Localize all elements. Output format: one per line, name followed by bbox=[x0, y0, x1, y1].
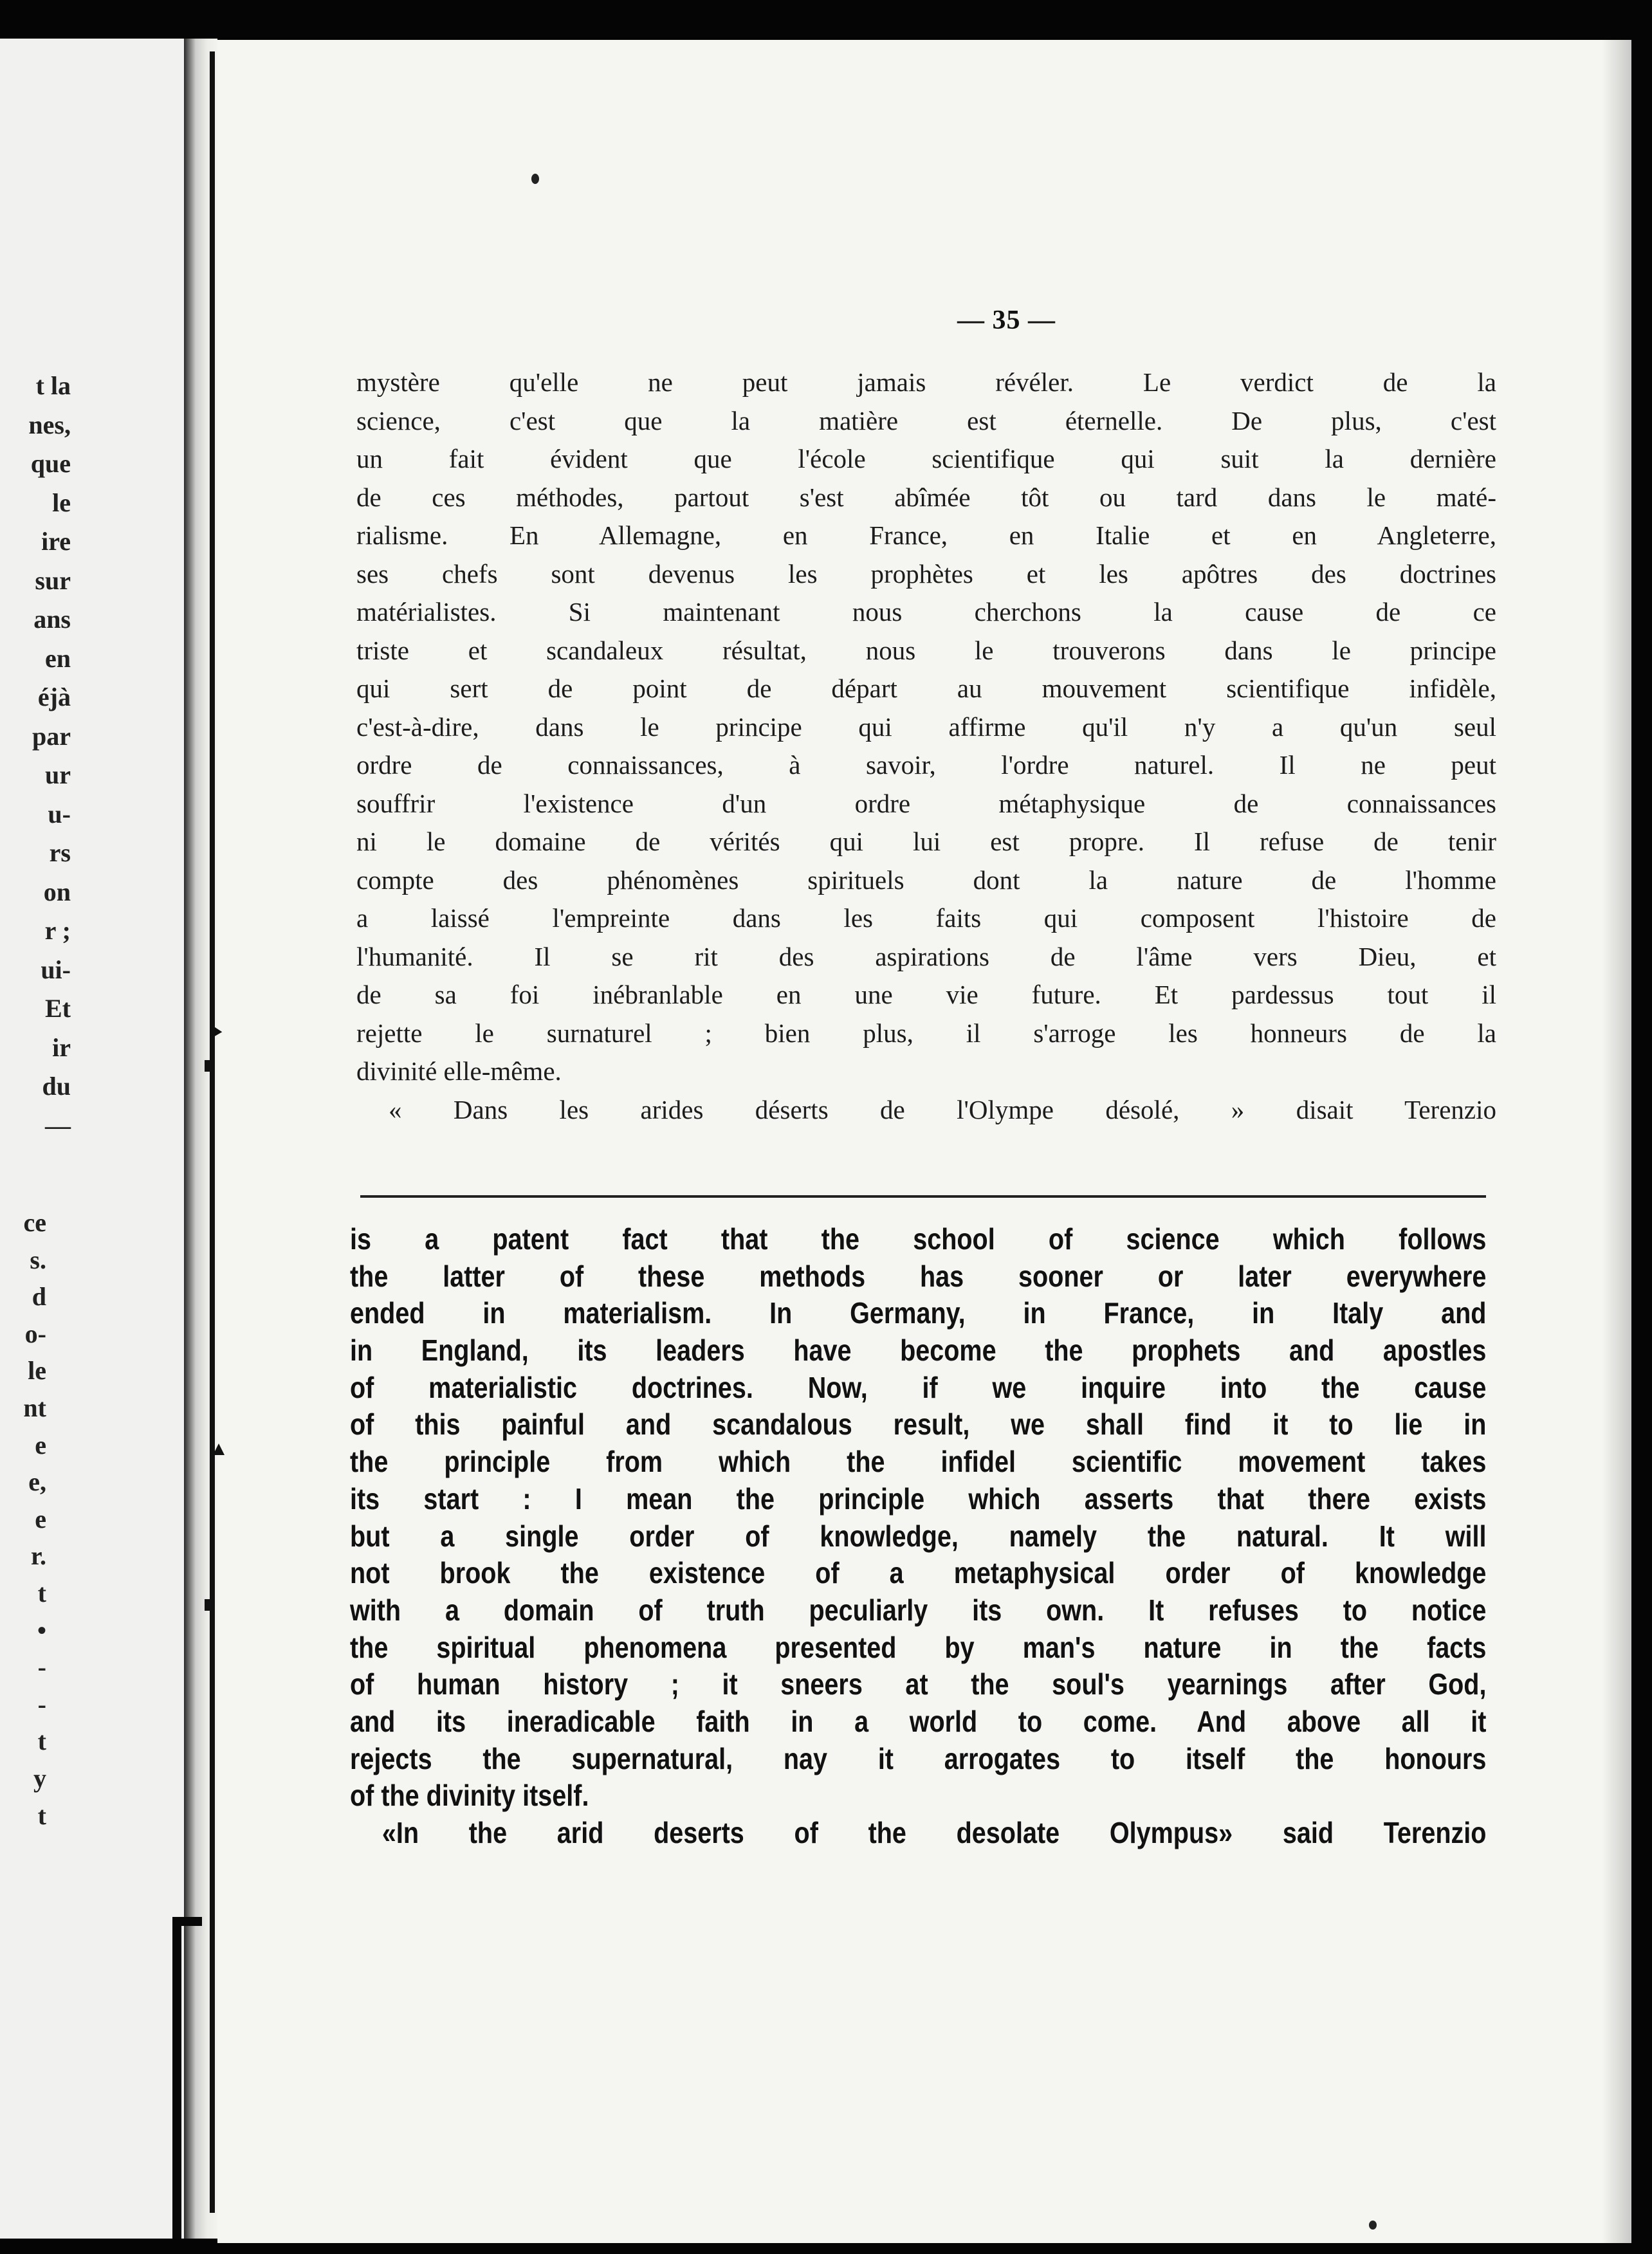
fragment-line: ir bbox=[52, 1032, 71, 1062]
fragment-line: ur bbox=[45, 760, 71, 789]
fragment-line: - bbox=[37, 1653, 46, 1682]
french-line: ni le domaine de vérités qui lui est propre. Il refuse de tenir bbox=[356, 827, 1496, 856]
fragment-line: par bbox=[32, 721, 71, 751]
french-line: de sa foi inébranlable en une vie future. Et pardessus tout il bbox=[356, 980, 1496, 1009]
french-line: l'humanité. Il se rit des aspirations de l'âme vers Dieu, et bbox=[356, 941, 1496, 971]
fragment-line: nt bbox=[23, 1393, 46, 1422]
previous-page-edge bbox=[0, 39, 193, 2239]
english-line: with a domain of truth peculiarly its own. It refuses to notice bbox=[350, 1593, 1487, 1627]
french-line: mystère qu'elle ne peut jamais révéler. Le verdict de la bbox=[356, 367, 1496, 397]
fragment-line: en bbox=[45, 643, 71, 673]
page-edge-shadow bbox=[1602, 40, 1631, 2243]
english-line: but a single order of knowledge, namely the natural. It will bbox=[350, 1519, 1487, 1553]
fragment-line: s. bbox=[30, 1245, 46, 1274]
english-line: «In the arid deserts of the desolate Olympus» said Terenzio bbox=[381, 1816, 1487, 1849]
english-line: of the divinity itself. bbox=[350, 1779, 589, 1813]
fragment-line: e bbox=[35, 1430, 46, 1460]
fragment-line: u- bbox=[48, 799, 71, 829]
previous-page-text-fragments bbox=[0, 367, 71, 1145]
separator-rule bbox=[360, 1195, 1486, 1198]
ink-speck bbox=[1369, 2221, 1377, 2230]
fragment-line: ui- bbox=[41, 955, 71, 984]
english-line: the principle from which the infidel scientific movement takes bbox=[350, 1445, 1487, 1479]
fragment-line: le bbox=[52, 488, 71, 517]
english-text-wrapper bbox=[350, 1221, 1652, 1852]
fragment-line: ire bbox=[41, 527, 71, 556]
fragment-line: t la bbox=[35, 371, 71, 400]
french-line: science, c'est que la matière est éternelle. De plus, c'est bbox=[356, 405, 1496, 435]
fragment-line: e bbox=[35, 1504, 46, 1534]
spine-mark bbox=[205, 1599, 215, 1611]
english-line: of this painful and scandalous result, we shall find it to lie in bbox=[350, 1407, 1487, 1442]
french-line: ordre de connaissances, à savoir, l'ordre naturel. Il ne peut bbox=[356, 750, 1496, 780]
french-line: de ces méthodes, partout s'est abîmée tôt ou tard dans le maté- bbox=[356, 482, 1496, 512]
arrow-mark-icon bbox=[213, 1443, 225, 1455]
french-line: a laissé l'empreinte dans les faits qui composent l'histoire de bbox=[356, 903, 1496, 933]
fragment-line: e, bbox=[28, 1467, 46, 1497]
fragment-line: • bbox=[37, 1615, 46, 1645]
french-line: c'est-à-dire, dans le principe qui affirme qu'il n'y a qu'un seul bbox=[356, 711, 1496, 742]
fragment-line: Et bbox=[45, 994, 71, 1023]
english-line: ended in materialism. In Germany, in France, in Italy and bbox=[350, 1296, 1487, 1330]
english-line: is a patent fact that the school of science which follows bbox=[350, 1222, 1487, 1256]
english-line: and its ineradicable faith in a world to come. And above all it bbox=[350, 1704, 1487, 1738]
french-line: « Dans les arides déserts de l'Olympe désolé, » disait Terenzio bbox=[389, 1094, 1496, 1124]
page-number: — 35 — bbox=[957, 306, 1056, 335]
french-line: rialisme. En Allemagne, en France, en Italie et en Angleterre, bbox=[356, 520, 1496, 550]
spine-line bbox=[210, 51, 215, 2213]
fragment-line: on bbox=[43, 877, 71, 906]
french-line: matérialistes. Si maintenant nous cherchons la cause de ce bbox=[356, 597, 1496, 627]
english-line: the spiritual phenomena presented by man's nature in the facts bbox=[350, 1630, 1487, 1664]
french-text-block bbox=[356, 363, 1496, 1129]
french-line: souffrir l'existence d'un ordre métaphysique de connaissances bbox=[356, 788, 1496, 818]
fragment-line: o- bbox=[24, 1319, 46, 1348]
french-line: ses chefs sont devenus les prophètes et les apôtres des doctrines bbox=[356, 558, 1496, 589]
fragment-line: d bbox=[32, 1282, 46, 1312]
english-line: rejects the supernatural, nay it arrogates to itself the honours bbox=[350, 1741, 1487, 1775]
english-line: its start : I mean the principle which asserts that there exists bbox=[350, 1481, 1487, 1516]
spine-mark bbox=[205, 1060, 215, 1072]
fragment-line: du bbox=[42, 1072, 71, 1101]
fragment-line: r. bbox=[30, 1541, 46, 1571]
ink-speck bbox=[531, 174, 539, 184]
french-line: compte des phénomènes spirituels dont la nature de l'homme bbox=[356, 865, 1496, 895]
fragment-line: le bbox=[28, 1356, 46, 1386]
french-line: rejette le surnaturel ; bien plus, il s'arroge les honneurs de la bbox=[356, 1018, 1496, 1048]
fragment-line: nes, bbox=[28, 410, 71, 439]
previous-page-text-fragments-lower bbox=[0, 1204, 46, 1834]
fragment-line: y bbox=[33, 1763, 46, 1793]
english-line: not brook the existence of a metaphysical order of knowledge bbox=[350, 1556, 1487, 1590]
fragment-line: que bbox=[30, 449, 71, 478]
fragment-line: — bbox=[45, 1110, 71, 1140]
fragment-line: t bbox=[37, 1800, 46, 1830]
fragment-line: ans bbox=[33, 605, 71, 634]
french-line: divinité elle-même. bbox=[356, 1056, 562, 1086]
fragment-line: t bbox=[37, 1578, 46, 1608]
fragment-line: ce bbox=[23, 1208, 46, 1237]
fragment-line: - bbox=[37, 1689, 46, 1719]
french-line: qui sert de point de départ au mouvement scientifique infidèle, bbox=[356, 673, 1496, 703]
fragment-line: t bbox=[37, 1727, 46, 1756]
english-line: of human history ; it sneers at the soul's yearnings after God, bbox=[350, 1667, 1487, 1701]
english-text-block bbox=[350, 1221, 1486, 1852]
english-line: the latter of these methods has sooner or later everywhere bbox=[350, 1259, 1487, 1293]
english-line: of materialistic doctrines. Now, if we inquire into the cause bbox=[350, 1370, 1487, 1404]
fragment-line: éjà bbox=[37, 683, 71, 711]
book-page bbox=[217, 40, 1631, 2243]
fragment-line: r ; bbox=[44, 916, 71, 945]
english-line: in England, its leaders have become the prophets and apostles bbox=[350, 1333, 1487, 1368]
fragment-line: sur bbox=[35, 565, 71, 595]
fragment-line: rs bbox=[49, 838, 71, 867]
french-line: un fait évident que l'école scientifique qui suit la dernière bbox=[356, 444, 1496, 473]
french-line: triste et scandaleux résultat, nous le trouverons dans le principe bbox=[356, 635, 1496, 665]
binding-bracket bbox=[172, 1917, 202, 2239]
